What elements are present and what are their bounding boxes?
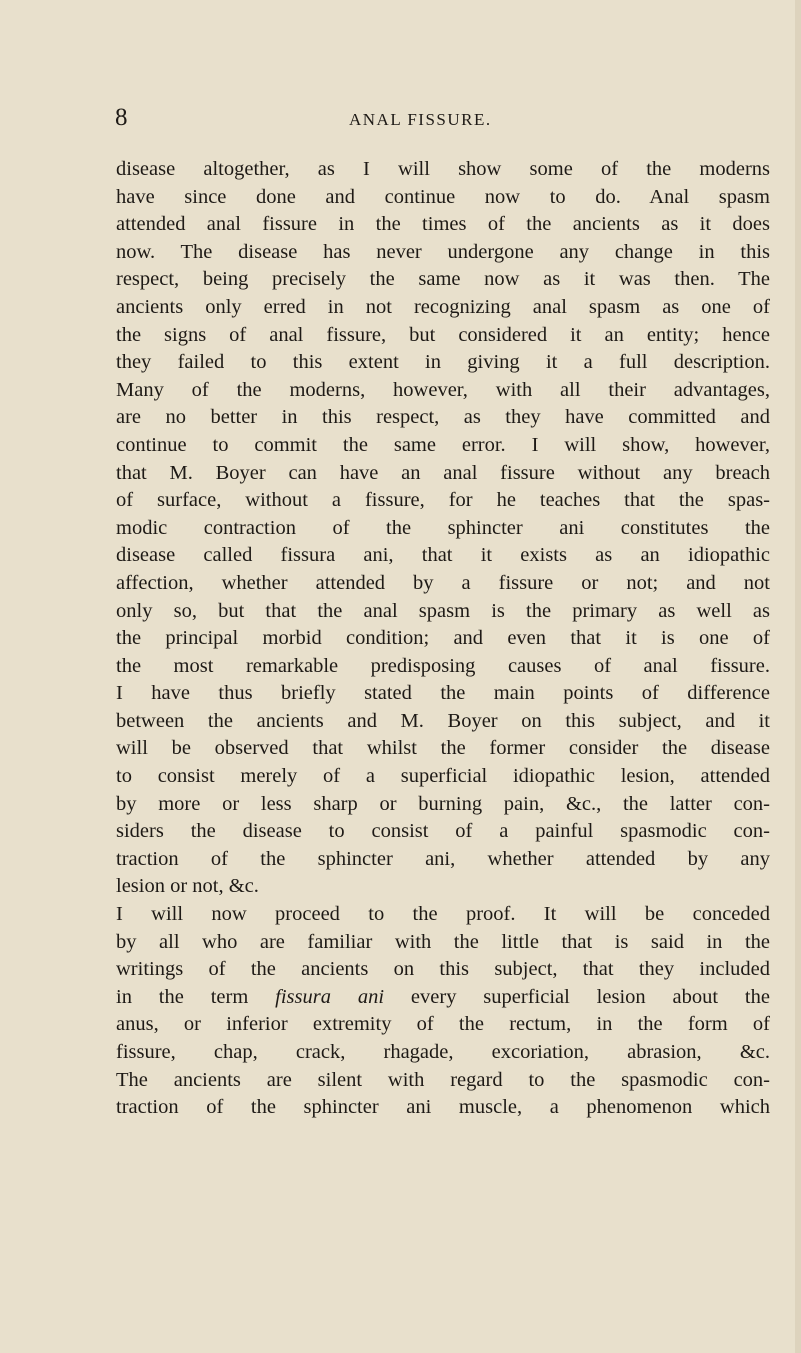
text-line: by more or less sharp or burning pain, &c., the latter con-	[116, 792, 770, 815]
text-line: ancients only erred in not recognizing anal spasm as one of	[116, 295, 770, 318]
text-line: disease called fissura ani, that it exists as an idiopathic	[116, 544, 770, 567]
text-line: to consist merely of a superficial idiopathic lesion, attended	[116, 765, 770, 788]
text-line: that M. Boyer can have an anal fissure without any breach	[116, 461, 770, 484]
text-line: modic contraction of the sphincter ani constitutes the	[116, 516, 770, 539]
text-line: disease altogether, as I will show some of the moderns	[116, 158, 770, 180]
text-line: they failed to this extent in giving it a full description.	[116, 351, 770, 374]
page-edge	[795, 0, 801, 1353]
italic-line-before: in the term	[116, 985, 276, 1008]
text-line: between the ancients and M. Boyer on this subject, and it	[116, 709, 770, 732]
italic-line-after: every superficial lesion about the	[384, 985, 770, 1008]
text-line: now. The disease has never undergone any change in this	[116, 240, 770, 263]
text-line: the signs of anal fissure, but considered it an entity; hence	[116, 323, 770, 346]
text-line: fissure, chap, crack, rhagade, excoriation, abrasion, &c.	[116, 1041, 770, 1063]
text-line: will be observed that whilst the former consider the disease	[116, 737, 770, 760]
text-line: writings of the ancients on this subject, that they included	[116, 958, 770, 981]
text-line: respect, being precisely the same now as it was then. The	[116, 268, 770, 291]
text-line: lesion or not, &c.	[116, 875, 259, 898]
text-line: I will now proceed to the proof. It will be conceded	[116, 903, 770, 926]
text-line: continue to commit the same error. I will show, however,	[116, 433, 770, 456]
text-line: affection, whether attended by a fissure or not; and not	[116, 571, 770, 594]
text-line: Many of the moderns, however, with all their advantages,	[116, 378, 770, 401]
text-line: are no better in this respect, as they have committed and	[116, 406, 770, 429]
text-line: I have thus briefly stated the main points of difference	[116, 682, 770, 705]
text-line: traction of the sphincter ani, whether attended by any	[116, 847, 770, 870]
running-head: ANAL FISSURE.	[349, 110, 492, 129]
text-line: the most remarkable predisposing causes of anal fissure.	[116, 654, 770, 677]
text-line: anus, or inferior extremity of the rectum, in the form of	[116, 1013, 770, 1036]
text-line: by all who are familiar with the little that is said in the	[116, 930, 770, 953]
text-line: The ancients are silent with regard to the spasmodic con-	[116, 1068, 770, 1091]
italic-term: fissura ani	[275, 985, 385, 1008]
text-line: attended anal fissure in the times of the ancients as it does	[116, 213, 770, 236]
text-line: have since done and continue now to do. Anal spasm	[116, 185, 770, 208]
body-text	[116, 156, 770, 1122]
text-line: of surface, without a fissure, for he teaches that the spas-	[116, 489, 770, 512]
text-line-with-italic	[116, 984, 770, 1012]
page-number: 8	[115, 104, 128, 131]
text-line: only so, but that the anal spasm is the primary as well as	[116, 599, 770, 622]
text-line: siders the disease to consist of a painful spasmodic con-	[116, 820, 770, 843]
text-line: the principal morbid condition; and even that it is one of	[116, 627, 770, 650]
text-line: traction of the sphincter ani muscle, a phenomenon which	[116, 1096, 770, 1119]
